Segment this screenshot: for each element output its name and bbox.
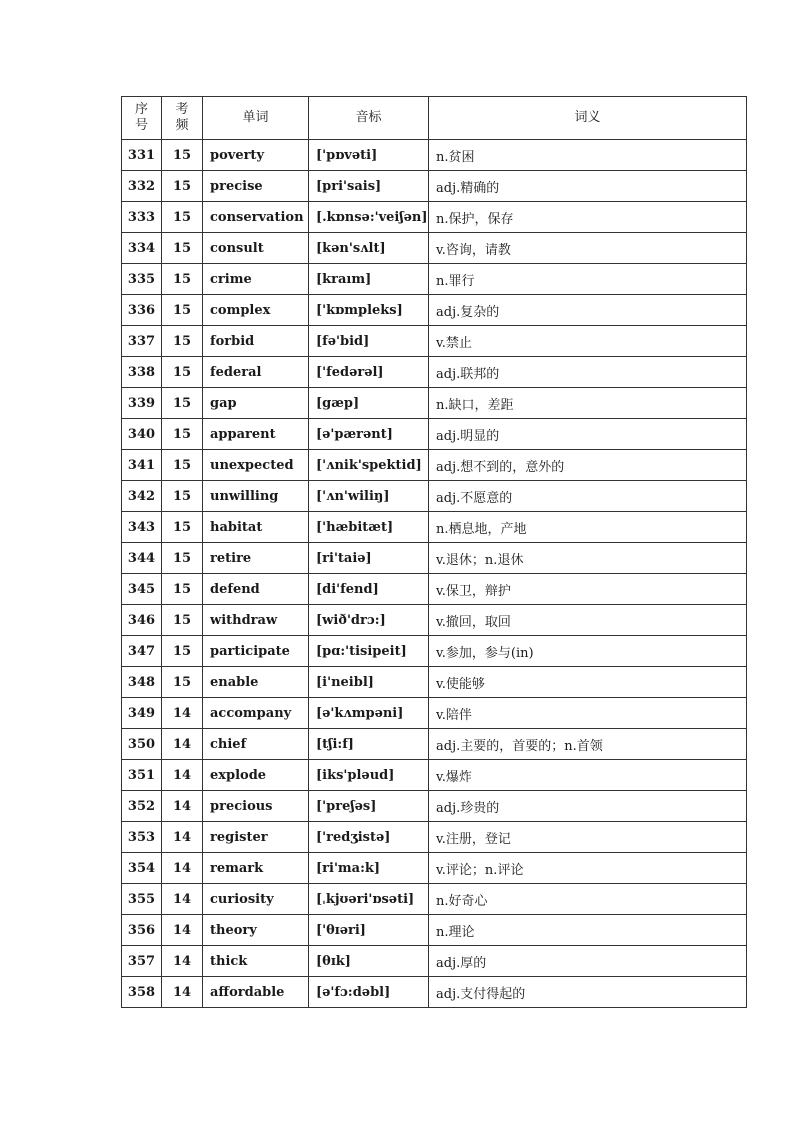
table-row — [122, 667, 747, 698]
row-phonetic: [.kɒnsə:'veiʃən] — [309, 202, 429, 233]
table-row — [122, 543, 747, 574]
row-definition: v.咨询，请教 — [429, 233, 747, 264]
row-frequency: 14 — [162, 822, 203, 853]
row-frequency: 14 — [162, 729, 203, 760]
row-phonetic: ['preʃəs] — [309, 791, 429, 822]
row-phonetic: [kən'sʌlt] — [309, 233, 429, 264]
row-frequency: 14 — [162, 884, 203, 915]
row-definition: adj.不愿意的 — [429, 481, 747, 512]
row-phonetic: [ə'kʌmpəni] — [309, 698, 429, 729]
row-number: 346 — [122, 605, 162, 636]
row-number: 339 — [122, 388, 162, 419]
row-frequency: 15 — [162, 419, 203, 450]
row-number: 335 — [122, 264, 162, 295]
row-phonetic: ['ʌn'wiliŋ] — [309, 481, 429, 512]
table-row — [122, 233, 747, 264]
row-frequency: 15 — [162, 233, 203, 264]
row-frequency: 15 — [162, 171, 203, 202]
row-frequency: 14 — [162, 977, 203, 1008]
row-word: conservation — [203, 202, 309, 233]
row-number: 344 — [122, 543, 162, 574]
row-phonetic: ['hæbitæt] — [309, 512, 429, 543]
row-frequency: 14 — [162, 791, 203, 822]
row-number: 354 — [122, 853, 162, 884]
row-word: forbid — [203, 326, 309, 357]
row-word: apparent — [203, 419, 309, 450]
row-frequency: 15 — [162, 543, 203, 574]
table-row — [122, 822, 747, 853]
row-frequency: 15 — [162, 450, 203, 481]
row-word: affordable — [203, 977, 309, 1008]
row-number: 338 — [122, 357, 162, 388]
row-frequency: 15 — [162, 605, 203, 636]
row-phonetic: ['kɒmpleks] — [309, 295, 429, 326]
row-phonetic: ['redʒistə] — [309, 822, 429, 853]
row-definition: adj.想不到的，意外的 — [429, 450, 747, 481]
row-word: precious — [203, 791, 309, 822]
row-number: 353 — [122, 822, 162, 853]
table-row — [122, 853, 747, 884]
row-phonetic: ['ʌnik'spektid] — [309, 450, 429, 481]
row-word: remark — [203, 853, 309, 884]
row-definition: n.理论 — [429, 915, 747, 946]
row-frequency: 15 — [162, 264, 203, 295]
row-phonetic: [tʃi:f] — [309, 729, 429, 760]
table-row — [122, 636, 747, 667]
row-phonetic: ['pɒvəti] — [309, 140, 429, 171]
row-frequency: 15 — [162, 512, 203, 543]
row-number: 358 — [122, 977, 162, 1008]
row-definition: adj.厚的 — [429, 946, 747, 977]
row-number: 350 — [122, 729, 162, 760]
row-frequency: 15 — [162, 326, 203, 357]
header-frequency — [162, 97, 203, 140]
table-row — [122, 605, 747, 636]
row-number: 352 — [122, 791, 162, 822]
row-word: complex — [203, 295, 309, 326]
row-definition: v.使能够 — [429, 667, 747, 698]
row-word: unwilling — [203, 481, 309, 512]
row-number: 349 — [122, 698, 162, 729]
table-row — [122, 388, 747, 419]
row-frequency: 14 — [162, 698, 203, 729]
header-number — [122, 97, 162, 140]
row-phonetic: [kraım] — [309, 264, 429, 295]
row-word: participate — [203, 636, 309, 667]
row-frequency: 15 — [162, 388, 203, 419]
row-word: register — [203, 822, 309, 853]
row-frequency: 15 — [162, 574, 203, 605]
row-phonetic: [θɪk] — [309, 946, 429, 977]
row-frequency: 15 — [162, 202, 203, 233]
row-number: 343 — [122, 512, 162, 543]
row-definition: v.禁止 — [429, 326, 747, 357]
table-row — [122, 450, 747, 481]
row-definition: v.评论；n.评论 — [429, 853, 747, 884]
row-number: 355 — [122, 884, 162, 915]
row-frequency: 14 — [162, 853, 203, 884]
table-row — [122, 326, 747, 357]
row-word: retire — [203, 543, 309, 574]
row-definition: v.退休；n.退休 — [429, 543, 747, 574]
row-word: enable — [203, 667, 309, 698]
row-word: crime — [203, 264, 309, 295]
table-row — [122, 760, 747, 791]
table-row — [122, 171, 747, 202]
row-frequency: 15 — [162, 295, 203, 326]
row-frequency: 15 — [162, 667, 203, 698]
row-definition: adj.支付得起的 — [429, 977, 747, 1008]
row-definition: v.参加，参与(in) — [429, 636, 747, 667]
row-word: defend — [203, 574, 309, 605]
row-frequency: 15 — [162, 481, 203, 512]
row-number: 333 — [122, 202, 162, 233]
row-definition: n.保护，保存 — [429, 202, 747, 233]
row-word: precise — [203, 171, 309, 202]
table-row — [122, 574, 747, 605]
row-number: 348 — [122, 667, 162, 698]
row-frequency: 15 — [162, 140, 203, 171]
row-number: 356 — [122, 915, 162, 946]
table-row — [122, 264, 747, 295]
table-row — [122, 512, 747, 543]
row-number: 357 — [122, 946, 162, 977]
row-word: habitat — [203, 512, 309, 543]
row-definition: adj.联邦的 — [429, 357, 747, 388]
row-phonetic: [ə'pærənt] — [309, 419, 429, 450]
row-phonetic: [i'neibl] — [309, 667, 429, 698]
row-phonetic: [ə'fɔ:dəbl] — [309, 977, 429, 1008]
table-header-row — [122, 97, 747, 140]
row-definition: v.保卫，辩护 — [429, 574, 747, 605]
row-definition: n.缺口，差距 — [429, 388, 747, 419]
row-definition: adj.精确的 — [429, 171, 747, 202]
header-definition: 词义 — [429, 97, 747, 140]
header-phonetic: 音标 — [309, 97, 429, 140]
row-word: poverty — [203, 140, 309, 171]
table-row — [122, 419, 747, 450]
row-definition: adj.主要的，首要的；n.首领 — [429, 729, 747, 760]
row-word: curiosity — [203, 884, 309, 915]
vocabulary-table — [121, 96, 747, 1008]
table-row — [122, 884, 747, 915]
row-definition: n.罪行 — [429, 264, 747, 295]
row-frequency: 14 — [162, 915, 203, 946]
row-definition: n.好奇心 — [429, 884, 747, 915]
row-number: 351 — [122, 760, 162, 791]
row-word: withdraw — [203, 605, 309, 636]
row-definition: v.陪伴 — [429, 698, 747, 729]
row-phonetic: [ˌkjʊəri'ɒsəti] — [309, 884, 429, 915]
row-number: 334 — [122, 233, 162, 264]
header-frequency-label: 考频 — [175, 101, 189, 133]
table-row — [122, 140, 747, 171]
row-phonetic: [di'fend] — [309, 574, 429, 605]
row-phonetic: [fə'bid] — [309, 326, 429, 357]
row-phonetic: [wið'drɔ:] — [309, 605, 429, 636]
row-word: consult — [203, 233, 309, 264]
row-number: 337 — [122, 326, 162, 357]
row-number: 347 — [122, 636, 162, 667]
row-frequency: 14 — [162, 760, 203, 791]
row-phonetic: [pɑ:'tisipeit] — [309, 636, 429, 667]
row-word: federal — [203, 357, 309, 388]
table-row — [122, 729, 747, 760]
row-definition: adj.复杂的 — [429, 295, 747, 326]
row-definition: n.栖息地，产地 — [429, 512, 747, 543]
row-phonetic: ['fedərəl] — [309, 357, 429, 388]
row-word: thick — [203, 946, 309, 977]
table-row — [122, 946, 747, 977]
table-row — [122, 295, 747, 326]
row-number: 336 — [122, 295, 162, 326]
table-row — [122, 977, 747, 1008]
row-definition: v.爆炸 — [429, 760, 747, 791]
table-row — [122, 791, 747, 822]
table-body — [122, 140, 747, 1008]
row-phonetic: [pri'sais] — [309, 171, 429, 202]
row-word: chief — [203, 729, 309, 760]
row-phonetic: [gæp] — [309, 388, 429, 419]
header-number-label: 序号 — [134, 101, 148, 133]
row-number: 340 — [122, 419, 162, 450]
row-definition: v.注册，登记 — [429, 822, 747, 853]
row-number: 331 — [122, 140, 162, 171]
row-number: 341 — [122, 450, 162, 481]
row-word: explode — [203, 760, 309, 791]
row-frequency: 14 — [162, 946, 203, 977]
table-row — [122, 915, 747, 946]
row-frequency: 15 — [162, 357, 203, 388]
row-definition: adj.珍贵的 — [429, 791, 747, 822]
row-number: 342 — [122, 481, 162, 512]
row-number: 345 — [122, 574, 162, 605]
table-row — [122, 357, 747, 388]
row-definition: v.撤回，取回 — [429, 605, 747, 636]
row-word: theory — [203, 915, 309, 946]
header-word: 单词 — [203, 97, 309, 140]
table-row — [122, 202, 747, 233]
row-phonetic: [iks'pləud] — [309, 760, 429, 791]
row-word: gap — [203, 388, 309, 419]
row-definition: n.贫困 — [429, 140, 747, 171]
row-number: 332 — [122, 171, 162, 202]
row-word: accompany — [203, 698, 309, 729]
row-word: unexpected — [203, 450, 309, 481]
row-frequency: 15 — [162, 636, 203, 667]
row-definition: adj.明显的 — [429, 419, 747, 450]
table-row — [122, 481, 747, 512]
row-phonetic: [ri'taiə] — [309, 543, 429, 574]
row-phonetic: ['θɪəri] — [309, 915, 429, 946]
table-row — [122, 698, 747, 729]
row-phonetic: [ri'ma:k] — [309, 853, 429, 884]
